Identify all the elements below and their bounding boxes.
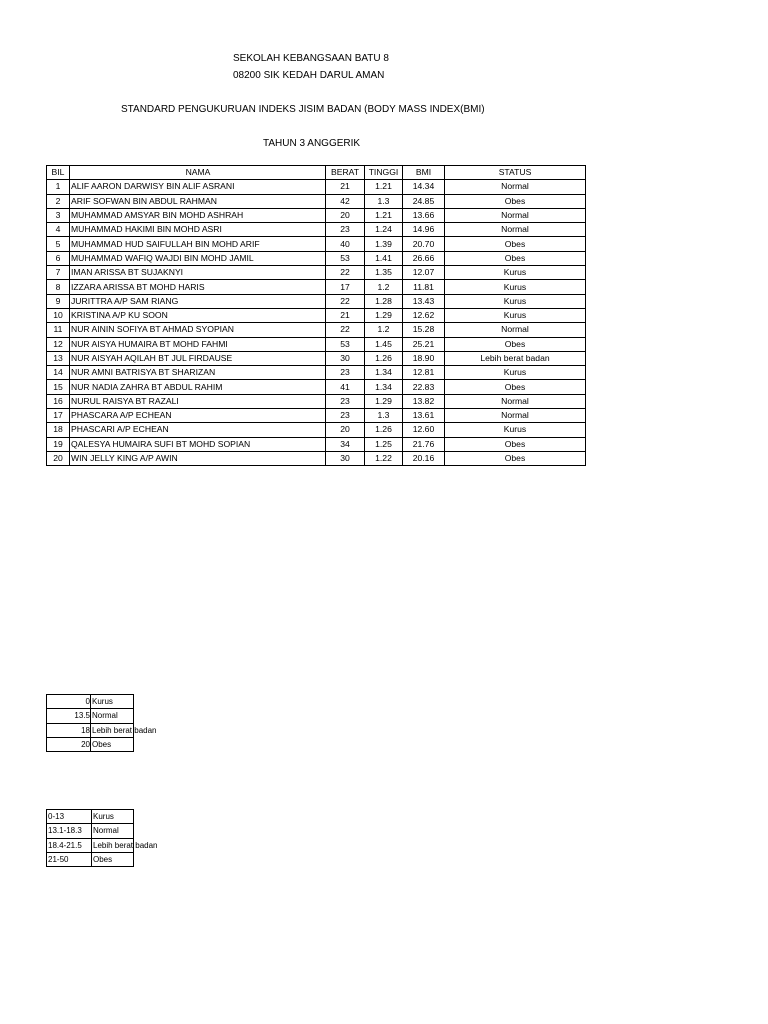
legend-range: 0	[47, 695, 91, 709]
legend-row	[47, 852, 134, 866]
cell-tinggi: 1.26	[365, 423, 403, 437]
cell-status: Normal	[445, 208, 586, 222]
cell-status: Kurus	[445, 280, 586, 294]
cell-bmi: 15.28	[403, 323, 445, 337]
cell-status: Obes	[445, 451, 586, 465]
cell-bmi: 11.81	[403, 280, 445, 294]
cell-nama: NUR AMNI BATRISYA BT SHARIZAN	[70, 366, 326, 380]
cell-bil: 13	[47, 351, 70, 365]
cell-bmi: 21.76	[403, 437, 445, 451]
table-row	[47, 308, 586, 322]
cell-bmi: 24.85	[403, 194, 445, 208]
legend-row	[47, 810, 134, 824]
legend-row	[47, 737, 134, 751]
cell-berat: 22	[326, 266, 365, 280]
legend-row	[47, 695, 134, 709]
legend-range: 18.4-21.5	[47, 838, 92, 852]
cell-status: Normal	[445, 323, 586, 337]
cell-berat: 23	[326, 394, 365, 408]
cell-bil: 11	[47, 323, 70, 337]
cell-tinggi: 1.3	[365, 194, 403, 208]
cell-status: Lebih berat badan	[445, 351, 586, 365]
cell-bmi: 20.70	[403, 237, 445, 251]
legend-range: 21-50	[47, 852, 92, 866]
cell-tinggi: 1.26	[365, 351, 403, 365]
cell-tinggi: 1.21	[365, 208, 403, 222]
bmi-table	[46, 165, 586, 466]
document-title: STANDARD PENGUKURUAN INDEKS JISIM BADAN (BODY MASS INDEX(BMI)	[121, 104, 485, 115]
cell-bmi: 18.90	[403, 351, 445, 365]
table-row	[47, 180, 586, 194]
cell-tinggi: 1.35	[365, 266, 403, 280]
cell-status: Kurus	[445, 308, 586, 322]
table-row	[47, 451, 586, 465]
cell-tinggi: 1.29	[365, 308, 403, 322]
cell-nama: JURITTRA A/P SAM RIANG	[70, 294, 326, 308]
legend-body	[47, 695, 157, 752]
cell-bmi: 13.61	[403, 409, 445, 423]
cell-tinggi: 1.22	[365, 451, 403, 465]
cell-status: Kurus	[445, 423, 586, 437]
cell-bil: 14	[47, 366, 70, 380]
cell-bmi: 12.07	[403, 266, 445, 280]
cell-berat: 41	[326, 380, 365, 394]
cell-tinggi: 1.41	[365, 251, 403, 265]
legend-range: 13.1-18.3	[47, 824, 92, 838]
table-row	[47, 208, 586, 222]
cell-berat: 42	[326, 194, 365, 208]
cell-berat: 21	[326, 180, 365, 194]
cell-bil: 6	[47, 251, 70, 265]
table-row	[47, 423, 586, 437]
cell-status: Kurus	[445, 266, 586, 280]
legend-range: 13.5	[47, 709, 91, 723]
cell-nama: MUHAMMAD AMSYAR BIN MOHD ASHRAH	[70, 208, 326, 222]
cell-status: Normal	[445, 223, 586, 237]
cell-bil: 17	[47, 409, 70, 423]
cell-bmi: 13.66	[403, 208, 445, 222]
cell-nama: NUR AISYA HUMAIRA BT MOHD FAHMI	[70, 337, 326, 351]
table-row	[47, 437, 586, 451]
table-row	[47, 380, 586, 394]
cell-status: Obes	[445, 194, 586, 208]
column-header-tinggi: TINGGI	[365, 166, 403, 180]
cell-bmi: 12.62	[403, 308, 445, 322]
cell-nama: KRISTINA A/P KU SOON	[70, 308, 326, 322]
cell-berat: 30	[326, 351, 365, 365]
legend-body	[47, 810, 158, 867]
cell-bil: 4	[47, 223, 70, 237]
cell-bmi: 26.66	[403, 251, 445, 265]
cell-nama: ALIF AARON DARWISY BIN ALIF ASRANI	[70, 180, 326, 194]
table-row	[47, 409, 586, 423]
table-header-row	[47, 166, 586, 180]
cell-bmi: 12.81	[403, 366, 445, 380]
legend-status: Normal	[92, 824, 134, 838]
cell-nama: NUR NADIA ZAHRA BT ABDUL RAHIM	[70, 380, 326, 394]
cell-status: Normal	[445, 409, 586, 423]
cell-status: Obes	[445, 251, 586, 265]
legend-range: 20	[47, 737, 91, 751]
cell-bil: 20	[47, 451, 70, 465]
cell-nama: PHASCARI A/P ECHEAN	[70, 423, 326, 437]
table-row	[47, 280, 586, 294]
column-header-bil: BIL	[47, 166, 70, 180]
cell-berat: 30	[326, 451, 365, 465]
cell-nama: NUR AISYAH AQILAH BT JUL FIRDAUSE	[70, 351, 326, 365]
cell-nama: IMAN ARISSA BT SUJAKNYI	[70, 266, 326, 280]
cell-bmi: 20.16	[403, 451, 445, 465]
legend-status: Normal	[91, 709, 134, 723]
cell-bil: 8	[47, 280, 70, 294]
cell-berat: 53	[326, 337, 365, 351]
cell-nama: MUHAMMAD WAFIQ WAJDI BIN MOHD JAMIL	[70, 251, 326, 265]
legend-range: 18	[47, 723, 91, 737]
cell-bmi: 14.34	[403, 180, 445, 194]
table-row	[47, 394, 586, 408]
cell-berat: 23	[326, 409, 365, 423]
legend-status: Obes	[91, 737, 134, 751]
cell-bmi: 13.82	[403, 394, 445, 408]
column-header-status: STATUS	[445, 166, 586, 180]
cell-bmi: 12.60	[403, 423, 445, 437]
cell-tinggi: 1.3	[365, 409, 403, 423]
cell-bil: 19	[47, 437, 70, 451]
cell-bil: 15	[47, 380, 70, 394]
cell-berat: 17	[326, 280, 365, 294]
cell-berat: 40	[326, 237, 365, 251]
table-row	[47, 266, 586, 280]
cell-nama: WIN JELLY KING A/P AWIN	[70, 451, 326, 465]
cell-tinggi: 1.29	[365, 394, 403, 408]
table-body	[47, 180, 586, 466]
cell-status: Obes	[445, 380, 586, 394]
table-row	[47, 366, 586, 380]
bmi-range-legend	[46, 809, 158, 867]
cell-nama: MUHAMMAD HUD SAIFULLAH BIN MOHD ARIF	[70, 237, 326, 251]
school-address: 08200 SIK KEDAH DARUL AMAN	[233, 70, 385, 81]
table-row	[47, 337, 586, 351]
cell-nama: PHASCARA A/P ECHEAN	[70, 409, 326, 423]
cell-berat: 20	[326, 423, 365, 437]
legend-range: 0-13	[47, 810, 92, 824]
table-row	[47, 294, 586, 308]
cell-tinggi: 1.2	[365, 323, 403, 337]
cell-bil: 18	[47, 423, 70, 437]
cell-bil: 5	[47, 237, 70, 251]
cell-tinggi: 1.24	[365, 223, 403, 237]
legend-row	[47, 709, 134, 723]
cell-status: Obes	[445, 437, 586, 451]
cell-nama: ARIF SOFWAN BIN ABDUL RAHMAN	[70, 194, 326, 208]
cell-nama: IZZARA ARISSA BT MOHD HARIS	[70, 280, 326, 294]
cell-status: Kurus	[445, 366, 586, 380]
table-row	[47, 351, 586, 365]
cell-berat: 23	[326, 366, 365, 380]
legend-status: Kurus	[92, 810, 134, 824]
cell-bmi: 13.43	[403, 294, 445, 308]
legend-row	[47, 723, 134, 737]
cell-nama: QALESYA HUMAIRA SUFI BT MOHD SOPIAN	[70, 437, 326, 451]
table-row	[47, 237, 586, 251]
cell-status: Normal	[445, 394, 586, 408]
cell-tinggi: 1.45	[365, 337, 403, 351]
cell-tinggi: 1.21	[365, 180, 403, 194]
cell-bil: 16	[47, 394, 70, 408]
cell-berat: 53	[326, 251, 365, 265]
cell-bmi: 22.83	[403, 380, 445, 394]
cell-nama: NUR AININ SOFIYA BT AHMAD SYOPIAN	[70, 323, 326, 337]
table-row	[47, 251, 586, 265]
legend-status: Kurus	[91, 695, 134, 709]
cell-bmi: 25.21	[403, 337, 445, 351]
cell-berat: 21	[326, 308, 365, 322]
column-header-bmi: BMI	[403, 166, 445, 180]
legend-row	[47, 824, 134, 838]
cell-bil: 9	[47, 294, 70, 308]
cell-status: Normal	[445, 180, 586, 194]
cell-tinggi: 1.39	[365, 237, 403, 251]
cell-status: Kurus	[445, 294, 586, 308]
legend-status: Obes	[92, 852, 134, 866]
cell-nama: NURUL RAISYA BT RAZALI	[70, 394, 326, 408]
class-name: TAHUN 3 ANGGERIK	[263, 138, 361, 149]
cell-tinggi: 1.25	[365, 437, 403, 451]
cell-tinggi: 1.34	[365, 366, 403, 380]
table-row	[47, 194, 586, 208]
cell-status: Obes	[445, 337, 586, 351]
table-row	[47, 323, 586, 337]
cell-bmi: 14.96	[403, 223, 445, 237]
bmi-threshold-legend	[46, 694, 157, 752]
cell-nama: MUHAMMAD HAKIMI BIN MOHD ASRI	[70, 223, 326, 237]
legend-status: Lebih berat badan	[91, 723, 134, 737]
legend-row	[47, 838, 134, 852]
cell-status: Obes	[445, 237, 586, 251]
cell-tinggi: 1.2	[365, 280, 403, 294]
cell-berat: 23	[326, 223, 365, 237]
cell-bil: 7	[47, 266, 70, 280]
school-name: SEKOLAH KEBANGSAAN BATU 8	[233, 53, 389, 64]
column-header-berat: BERAT	[326, 166, 365, 180]
cell-tinggi: 1.28	[365, 294, 403, 308]
cell-bil: 1	[47, 180, 70, 194]
cell-bil: 2	[47, 194, 70, 208]
table-row	[47, 223, 586, 237]
cell-bil: 10	[47, 308, 70, 322]
cell-bil: 12	[47, 337, 70, 351]
legend-status: Lebih berat badan	[92, 838, 134, 852]
cell-berat: 22	[326, 294, 365, 308]
cell-berat: 20	[326, 208, 365, 222]
cell-berat: 22	[326, 323, 365, 337]
cell-tinggi: 1.34	[365, 380, 403, 394]
cell-bil: 3	[47, 208, 70, 222]
column-header-nama: NAMA	[70, 166, 326, 180]
cell-berat: 34	[326, 437, 365, 451]
